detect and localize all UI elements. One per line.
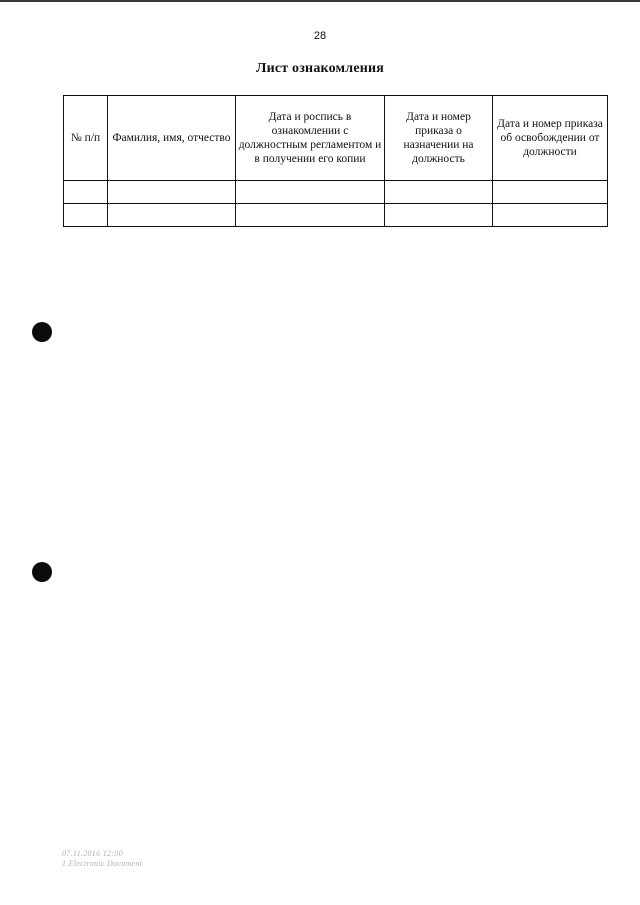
- page-title: Лист ознакомления: [255, 61, 385, 76]
- table-cell: [493, 204, 608, 227]
- punch-hole-bottom: [32, 562, 52, 582]
- table-cell: [385, 181, 493, 204]
- table-cell: [108, 181, 236, 204]
- document-stamp-line-1: 07.11.2016 12:00: [62, 849, 123, 858]
- header-number: № п/п: [64, 96, 108, 181]
- acknowledgement-table: [63, 95, 608, 227]
- header-dismissal-order: Дата и номер приказа об освобождении от должности: [493, 96, 608, 181]
- table-cell: [385, 204, 493, 227]
- table-row: [64, 181, 608, 204]
- table-row: [64, 204, 608, 227]
- table-cell: [236, 181, 385, 204]
- table-cell: [64, 181, 108, 204]
- table-header-row: [64, 96, 608, 181]
- punch-hole-top: [32, 322, 52, 342]
- table-cell: [236, 204, 385, 227]
- page-top-edge: [0, 0, 640, 2]
- header-full-name: Фамилия, имя, отчество: [108, 96, 236, 181]
- page-number: 28: [313, 30, 327, 42]
- document-stamp-line-2: 1 Electronic Document: [62, 859, 143, 868]
- table-cell: [64, 204, 108, 227]
- table-cell: [493, 181, 608, 204]
- table-cell: [108, 204, 236, 227]
- header-signature-date: Дата и роспись в ознакомлении с должностным регламентом и в получении его копии: [236, 96, 385, 181]
- header-appointment-order: Дата и номер приказа о назначении на должность: [385, 96, 493, 181]
